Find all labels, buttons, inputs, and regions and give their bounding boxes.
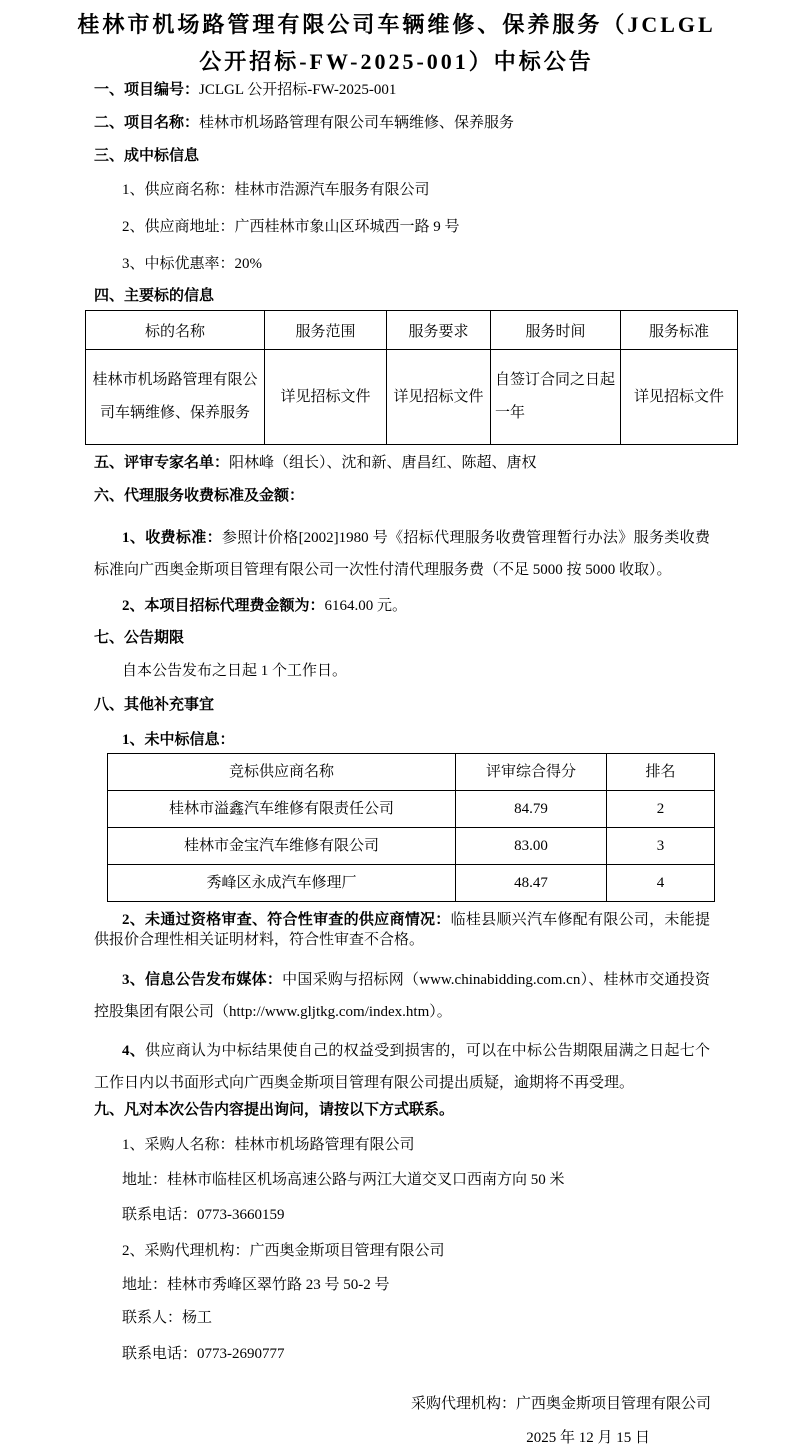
cell-bidder-name: 秀峰区永成汽车修理厂 xyxy=(108,865,456,902)
section-notice-period-heading: 七、公告期限 xyxy=(94,630,185,646)
fee-standard-label: 1、收费标准： xyxy=(122,530,222,546)
header-service-standard: 服务标准 xyxy=(621,311,738,350)
header-service-scope: 服务范围 xyxy=(265,311,387,350)
project-number-value: JCLGL 公开招标-FW-2025-001 xyxy=(199,82,397,98)
header-rank: 排名 xyxy=(607,754,715,791)
cell-rank: 3 xyxy=(607,828,715,865)
purchaser-phone-line: 联系电话：0773-3660159 xyxy=(122,1207,285,1223)
project-name-value: 桂林市机场路管理有限公司车辆维修、保养服务 xyxy=(199,115,515,131)
table-header-row xyxy=(108,754,715,791)
media-paragraph xyxy=(94,964,710,1028)
project-number-label: 一、项目编号： xyxy=(94,82,200,98)
page-title-line1: 桂林市机场路管理有限公司车辆维修、保养服务（JCLGL xyxy=(77,12,716,37)
fee-standard-text: 参照计价格[2002]1980 号《招标代理服务收费管理暂行办法》服务类收费标准向广西奥金斯项目管理有限公司一次性付清代理服务费（不足 5000 按 5000 收取）。 xyxy=(94,530,710,578)
fee-amount-value: 6164.00 元。 xyxy=(324,598,408,614)
supplier-address-line: 2、供应商地址：广西桂林市象山区环城西一路 9 号 xyxy=(122,219,460,235)
agency-name-line: 2、采购代理机构：广西奥金斯项目管理有限公司 xyxy=(122,1243,445,1259)
disqualified-text: 临桂县顺兴汽车修配有限公司，未能提供报价合理性相关证明材料，符合性审查不合格。 xyxy=(94,912,710,948)
losing-bidders-label: 1、未中标信息： xyxy=(122,732,235,748)
section-award-info-heading: 三、成中标信息 xyxy=(94,148,200,164)
agency-phone-line: 联系电话：0773-2690777 xyxy=(122,1346,285,1362)
project-name-label: 二、项目名称： xyxy=(94,115,200,131)
cell-score: 84.79 xyxy=(456,791,607,828)
supplier-name-line: 1、供应商名称：桂林市浩源汽车服务有限公司 xyxy=(122,182,430,198)
header-service-time: 服务时间 xyxy=(491,311,621,350)
section-experts xyxy=(94,453,713,473)
media-label: 3、信息公告发布媒体： xyxy=(122,972,283,988)
header-bidder-name: 竞标供应商名称 xyxy=(108,754,456,791)
table-row xyxy=(108,865,715,902)
losing-bidders-table xyxy=(107,753,715,902)
cell-score: 48.47 xyxy=(456,865,607,902)
cell-rank: 4 xyxy=(607,865,715,902)
purchaser-name-line: 1、采购人名称：桂林市机场路管理有限公司 xyxy=(122,1137,415,1153)
disqualified-suppliers-paragraph xyxy=(94,910,710,950)
footer-agency-signature: 采购代理机构：广西奥金斯项目管理有限公司 xyxy=(410,1396,711,1412)
cell-subject-name: 桂林市机场路管理有限公司车辆维修、保养服务 xyxy=(86,350,265,445)
table-row xyxy=(108,828,715,865)
cell-bidder-name: 桂林市溢鑫汽车维修有限责任公司 xyxy=(108,791,456,828)
section-agency-fee-heading: 六、代理服务收费标准及金额： xyxy=(94,488,305,504)
agency-contact-person-line: 联系人：杨工 xyxy=(122,1310,213,1326)
section-contact-heading: 九、凡对本次公告内容提出询问，请按以下方式联系。 xyxy=(94,1102,455,1118)
notice-period-body: 自本公告发布之日起 1 个工作日。 xyxy=(122,663,348,679)
section-project-name xyxy=(94,113,713,133)
fee-standard-paragraph xyxy=(94,522,710,586)
cell-bidder-name: 桂林市金宝汽车维修有限公司 xyxy=(108,828,456,865)
section-other-matters-heading: 八、其他补充事宜 xyxy=(94,697,215,713)
purchaser-address-line: 地址：桂林市临桂区机场高速公路与两江大道交叉口西南方向 50 米 xyxy=(122,1172,565,1188)
cell-service-time: 自签订合同之日起一年 xyxy=(491,350,621,445)
page-title xyxy=(40,6,753,80)
cell-rank: 2 xyxy=(607,791,715,828)
cell-service-scope: 详见招标文件 xyxy=(265,350,387,445)
discount-rate-line: 3、中标优惠率：20% xyxy=(122,256,262,272)
objection-label: 4、 xyxy=(122,1043,146,1059)
fee-amount-line xyxy=(122,596,713,616)
section-project-number xyxy=(94,80,713,100)
table-header-row xyxy=(86,311,738,350)
cell-service-standard: 详见招标文件 xyxy=(621,350,738,445)
header-score: 评审综合得分 xyxy=(456,754,607,791)
disqualified-label: 2、未通过资格审查、符合性审查的供应商情况： xyxy=(122,912,451,928)
footer-date: 2025 年 12 月 15 日 xyxy=(526,1430,650,1445)
objection-paragraph xyxy=(94,1035,710,1099)
objection-text: 供应商认为中标结果使自己的权益受到损害的，可以在中标公告期限届满之日起七个工作日内以书面形式向广西奥金斯项目管理有限公司提出质疑，逾期将不再受理。 xyxy=(94,1043,710,1091)
section-subject-info-heading: 四、主要标的信息 xyxy=(94,288,215,304)
media-text: 中国采购与招标网（www.chinabidding.com.cn）、桂林市交通投资控股集团有限公司（http://www.gljtkg.com/index.htm）。 xyxy=(94,972,710,1020)
subject-info-table xyxy=(85,310,738,445)
cell-score: 83.00 xyxy=(456,828,607,865)
table-row xyxy=(86,350,738,445)
agency-address-line: 地址：桂林市秀峰区翠竹路 23 号 50-2 号 xyxy=(122,1277,390,1293)
experts-value: 阳林峰（组长）、沈和新、唐昌红、陈超、唐权 xyxy=(229,455,537,471)
header-subject-name: 标的名称 xyxy=(86,311,265,350)
table-row xyxy=(108,791,715,828)
fee-amount-label: 2、本项目招标代理费金额为： xyxy=(122,598,325,614)
page-title-line2: 公开招标-FW-2025-001）中标公告 xyxy=(199,49,594,74)
header-service-requirement: 服务要求 xyxy=(387,311,491,350)
experts-label: 五、评审专家名单： xyxy=(94,455,230,471)
cell-service-requirement: 详见招标文件 xyxy=(387,350,491,445)
